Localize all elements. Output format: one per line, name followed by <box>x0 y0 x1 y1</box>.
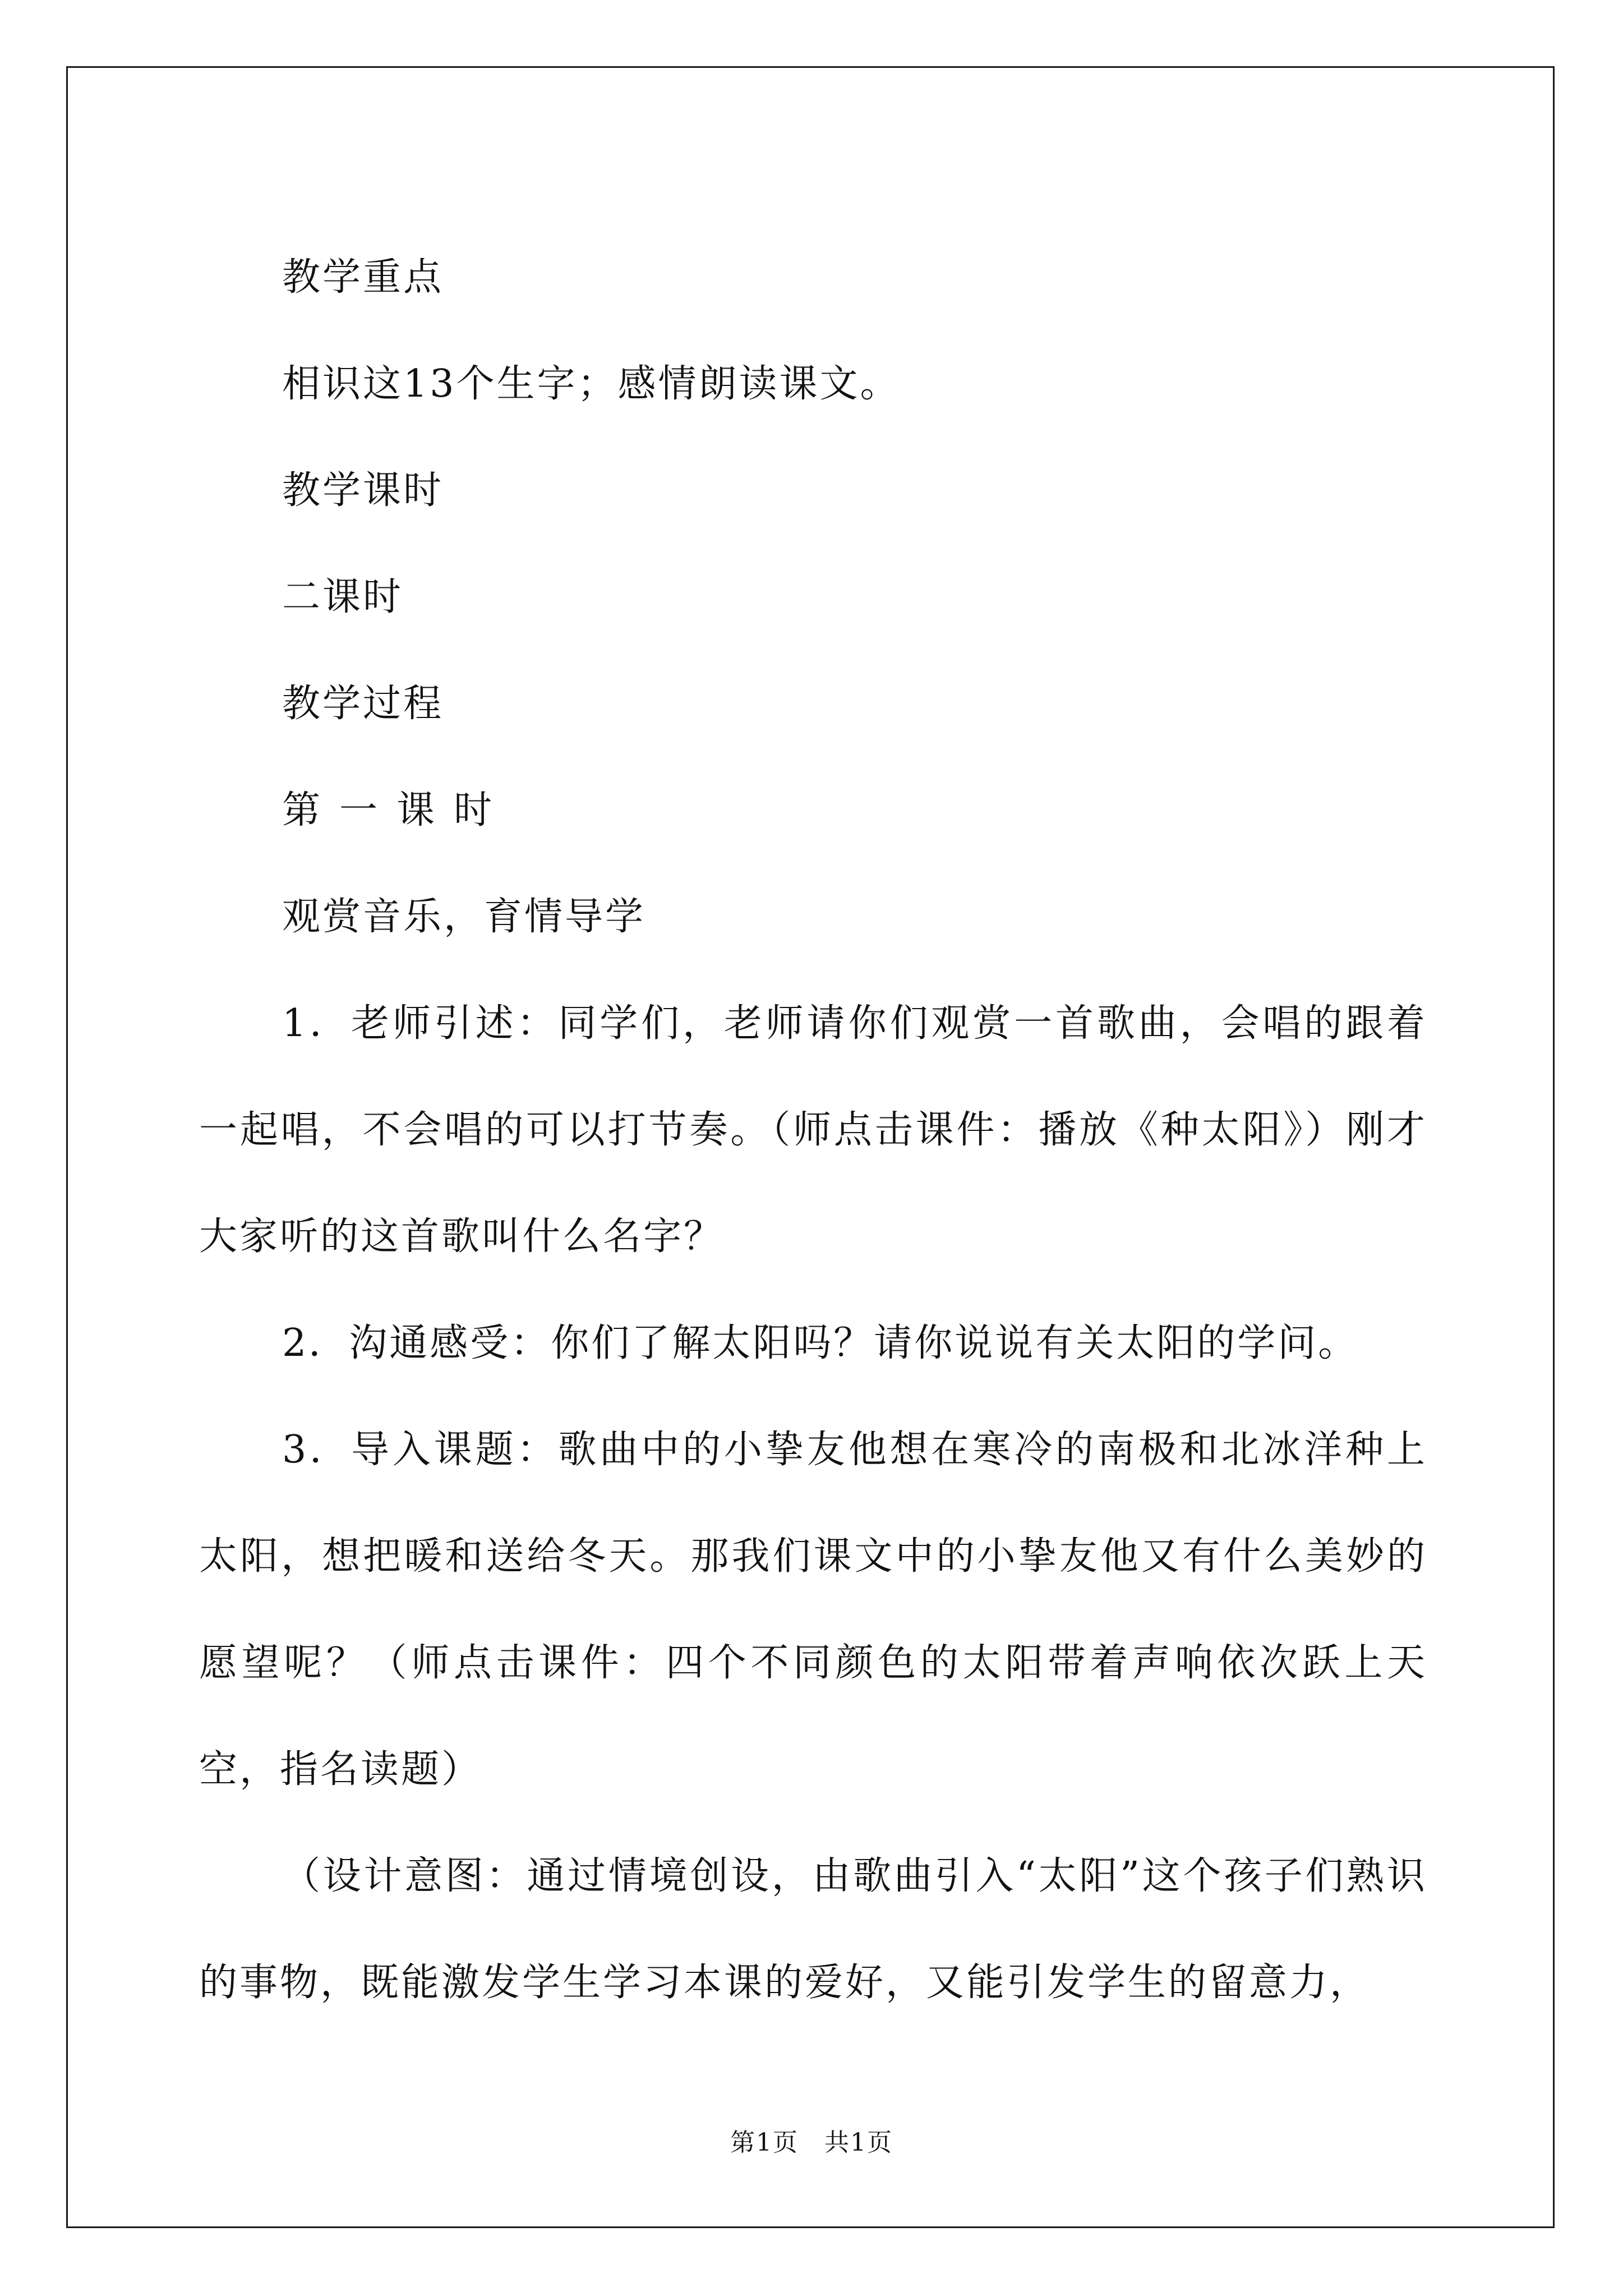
page-footer: 第1页 共1页 <box>730 2128 893 2157</box>
paragraph-heading-key-points: 教学重点 <box>282 255 444 300</box>
document-body <box>199 224 1427 2036</box>
paragraph-key-points: 相识这13个生字；感情朗读课文。 <box>282 362 901 406</box>
paragraph-section-title: 观赏音乐，育情导学 <box>282 895 646 939</box>
paragraph-step-1: 1．老师引述：同学们，老师请你们观赏一首歌曲，会唱的跟着一起唱，不会唱的可以打节奏。（师点击课件：播放《种太阳》）刚才大家听的这首歌叫什么名字？ <box>199 1001 1427 1259</box>
paragraph-lesson-hours: 二课时 <box>282 575 404 619</box>
paragraph-heading-process: 教学过程 <box>282 682 444 726</box>
paragraph-step-2: 2．沟通感受：你们了解太阳吗？请你说说有关太阳的学问。 <box>282 1321 1359 1365</box>
paragraph-first-lesson: 第一课时 <box>282 788 511 832</box>
paragraph-heading-lesson-hours: 教学课时 <box>282 468 444 513</box>
paragraph-step-3: 3．导入课题：歌曲中的小挚友他想在寒冷的南极和北冰洋种上太阳，想把暖和送给冬天。那我们课文中的小挚友他又有什么美妙的愿望呢？（师点击课件：四个不同颜色的太阳带着声响依次跃上天空，指名读题） <box>199 1428 1427 1792</box>
paragraph-design-intent: （设计意图：通过情境创设，由歌曲引入“太阳”这个孩子们熟识的事物，既能激发学生学习本课的爱好，又能引发学生的留意力， <box>199 1854 1427 2005</box>
